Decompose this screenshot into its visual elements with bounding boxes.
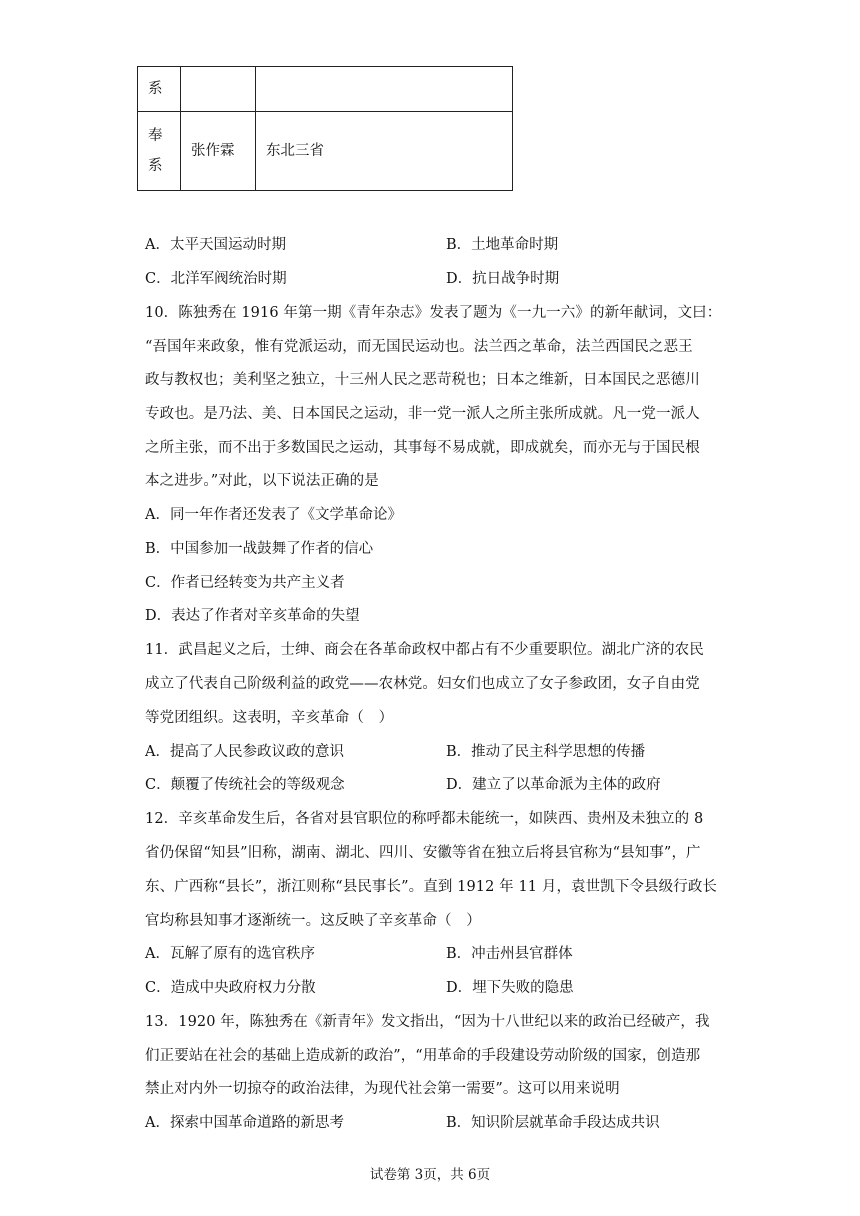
- q12-option-b: B．冲击州县官群体: [446, 946, 573, 962]
- q12-option-c: C．造成中央政府权力分散: [145, 980, 316, 996]
- table-cell-region: 东北三省: [256, 112, 513, 191]
- q12-line: 东、广西称“县长”，浙江则称“县民事长”。直到 1912 年 11 月，袁世凯下令县级行政长: [145, 879, 718, 895]
- table-cell-faction: 系: [138, 67, 181, 112]
- page-footer: 试卷第 3页，共 6页: [369, 1167, 491, 1183]
- q11-line: 成立了代表自己阶级利益的政党——农林党。妇女们也成立了女子参政团，女子自由党: [145, 676, 700, 692]
- q11-option-c: C．颠覆了传统社会的等级观念: [145, 777, 345, 793]
- q12-line: 官均称县知事才逐渐统一。这反映了辛亥革命（ ）: [145, 913, 481, 929]
- q9-option-d: D．抗日战争时期: [446, 271, 560, 287]
- q10-line: 之所主张，而不出于多数国民之运动，其事每不易成就，即成就矣，而亦无与于国民根: [145, 440, 700, 456]
- table-row: [138, 112, 513, 191]
- q11-line: 11．武昌起义之后，士绅、商会在各革命政权中都占有不少重要职位。湖北广济的农民: [145, 642, 704, 658]
- table-cell-leader: [181, 67, 256, 112]
- q12-option-a: A．瓦解了原有的选官秩序: [145, 946, 315, 962]
- q9-option-b: B．土地革命时期: [446, 237, 559, 253]
- q13-line: 13．1920 年，陈独秀在《新青年》发文指出，“因为十八世纪以来的政治已经破产，我: [145, 1014, 710, 1030]
- q11-option-d: D．建立了以革命派为主体的政府: [446, 777, 661, 793]
- q11-option-a: A．提高了人民参政议政的意识: [145, 744, 344, 760]
- q13-line: 禁止对内外一切掠夺的政治法律，为现代社会第一需要”。这可以用来说明: [145, 1081, 620, 1097]
- q12-option-d: D．埋下失败的隐患: [446, 980, 574, 996]
- table-cell-faction: 奉 系: [138, 112, 181, 191]
- q9-option-c: C．北洋军阀统治时期: [145, 271, 287, 287]
- q11-option-b: B．推动了民主科学思想的传播: [446, 744, 646, 760]
- q10-option-a: A．同一年作者还发表了《文学革命论》: [145, 507, 402, 523]
- q10-line: 政与教权也；美利坚之独立，十三州人民之恶苛税也；日本之维新，日本国民之恶德川: [145, 372, 700, 388]
- q10-option-d: D．表达了作者对辛亥革命的失望: [145, 608, 360, 624]
- q13-line: 们正要站在社会的基础上造成新的政治”，“用革命的手段建设劳动阶级的国家，创造那: [145, 1048, 701, 1064]
- table-row: [138, 67, 513, 112]
- q10-line: 本之进步。”对此，以下说法正确的是: [145, 473, 379, 489]
- q13-option-a: A．探索中国革命道路的新思考: [145, 1115, 344, 1131]
- q12-line: 12．辛亥革命发生后，各省对县官职位的称呼都未能统一，如陕西、贵州及未独立的 8: [145, 811, 704, 827]
- q9-option-a: A．太平天国运动时期: [145, 237, 286, 253]
- q10-option-b: B．中国参加一战鼓舞了作者的信心: [145, 541, 374, 557]
- q13-option-b: B．知识阶层就革命手段达成共识: [446, 1115, 660, 1131]
- q12-line: 省仍保留“知县”旧称，湖南、湖北、四川、安徽等省在独立后将县官称为“县知事”，广: [145, 845, 701, 861]
- q10-line: 专政也。是乃法、美、日本国民之运动，非一党一派人之所主张所成就。凡一党一派人: [145, 406, 700, 422]
- q10-line: 10．陈独秀在 1916 年第一期《青年杂志》发表了题为《一九一六》的新年献词，文曰：: [145, 305, 722, 321]
- warlord-table: [137, 66, 513, 191]
- table-cell-region: [256, 67, 513, 112]
- q10-line: “吾国年来政象，惟有党派运动，而无国民运动也。法兰西之革命，法兰西国民之恶王: [145, 339, 693, 355]
- table-cell-leader: 张作霖: [181, 112, 256, 191]
- q10-option-c: C．作者已经转变为共产主义者: [145, 575, 345, 591]
- q11-line: 等党团组织。这表明，辛亥革命（ ）: [145, 710, 394, 726]
